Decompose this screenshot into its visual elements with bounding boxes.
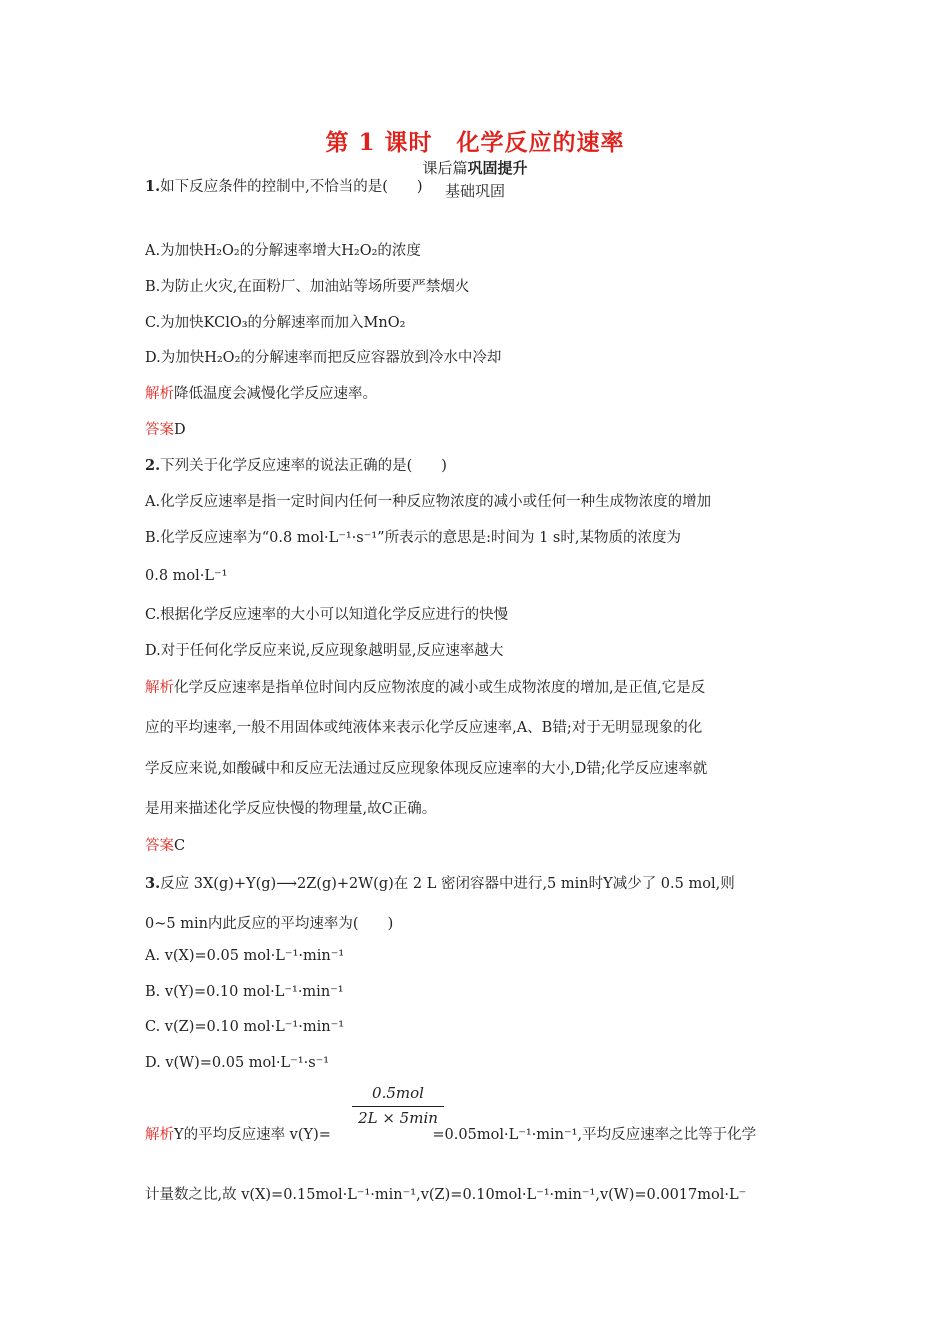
line-text: B.化学反应速率为“0.8 mol·L⁻¹·s⁻¹”所表示的意思是:时间为 1 s时,某物质的浓度为 <box>145 530 681 546</box>
text-line-q1 <box>145 175 810 196</box>
text-line-q3a <box>145 948 810 964</box>
line-text: 0~5 min内此反应的平均速率为( ) <box>145 916 394 932</box>
fraction-denominator: 2L × 5min <box>358 1109 438 1127</box>
text-line-q1jx <box>145 382 810 403</box>
text-line-q2jx3 <box>145 757 810 778</box>
text-line-q1a <box>145 239 810 260</box>
line-text: A. v(X)=0.05 mol·L⁻¹·min⁻¹ <box>145 948 345 964</box>
line-text: B. v(Y)=0.10 mol·L⁻¹·min⁻¹ <box>145 984 344 1000</box>
text-line-q3c <box>145 1019 810 1035</box>
line-text: D. v(W)=0.05 mol·L⁻¹·s⁻¹ <box>145 1055 330 1071</box>
question-number: 3. <box>145 875 161 892</box>
text-line-q3d <box>145 1055 810 1071</box>
line-text: 0.8 mol·L⁻¹ <box>145 568 228 584</box>
text-line-q2b2 <box>145 568 810 584</box>
subtitle-prefix: 课后篇 <box>422 159 468 177</box>
text-line-q1c <box>145 311 810 332</box>
text-line-q2jx2 <box>145 716 810 737</box>
line-text: C.为加快KClO₃的分解速率而加入MnO₂ <box>145 315 406 331</box>
line-text: 反应 3X(g)+Y(g)⟶2Z(g)+2W(g)在 2 L 密闭容器中进行,5 min时Y减少了 0.5 mol,则 <box>160 876 735 892</box>
line-text: 计量数之比,故 v(X)=0.15mol·L⁻¹·min⁻¹,v(Z)=0.10mol·L⁻¹·min⁻¹,v(W)=0.0017mol·L⁻ <box>145 1187 747 1203</box>
subtitle-bold: 巩固提升 <box>467 159 528 177</box>
line-text: 下列关于化学反应速率的说法正确的是( ) <box>160 458 447 474</box>
text-line-q3bb <box>145 984 810 1000</box>
text-line-q1b <box>145 275 810 296</box>
text-line-q2a <box>145 490 810 511</box>
fraction-formula <box>352 1084 444 1127</box>
line-text: B.为防止火灾,在面粉厂、加油站等场所要严禁烟火 <box>145 279 470 295</box>
answer-label: 解析 <box>145 680 174 696</box>
line-text: C.根据化学反应速率的大小可以知道化学反应进行的快慢 <box>145 607 509 623</box>
question-number: 2. <box>145 457 161 474</box>
text-line-q3jx1 <box>145 1123 810 1144</box>
text-line-q2 <box>145 454 810 475</box>
line-text: 学反应来说,如酸碱中和反应无法通过反应现象体现反应速率的大小,D错;化学反应速率就 <box>145 761 708 777</box>
text-line-q3 <box>145 872 810 893</box>
text-line-q1da <box>145 418 810 439</box>
text-line-q2c <box>145 603 810 624</box>
question-number: 1. <box>145 178 161 195</box>
section-heading: 基础巩固 <box>444 182 505 200</box>
line-text: D.对于任何化学反应来说,反应现象越明显,反应速率越大 <box>145 643 504 659</box>
line-text: 是用来描述化学反应快慢的物理量,故C正确。 <box>145 801 437 817</box>
line-text: D <box>174 422 186 438</box>
text-line-q2da <box>145 834 810 855</box>
answer-label: 解析 <box>145 1127 174 1143</box>
line-text: D.为加快H₂O₂的分解速率而把反应容器放到冷水中冷却 <box>145 350 502 366</box>
page-title: 第 1 课时 化学反应的速率 <box>325 129 625 156</box>
line-text: A.化学反应速率是指一定时间内任何一种反应物浓度的减小或任何一种生成物浓度的增加 <box>145 494 712 510</box>
text-line-q3jx2 <box>145 1183 810 1204</box>
line-text: C. v(Z)=0.10 mol·L⁻¹·min⁻¹ <box>145 1019 345 1035</box>
line-text: 如下反应条件的控制中,不恰当的是( ) <box>160 179 423 195</box>
line-text: C <box>174 838 186 854</box>
text-line-q2jx1 <box>145 676 810 697</box>
text-line-q3b <box>145 912 810 933</box>
line-text: Y的平均反应速率 v(Y)= =0.05mol·L⁻¹·min⁻¹,平均反应速率之比等于化学 <box>174 1127 757 1143</box>
text-line-q2jx4 <box>145 797 810 818</box>
fraction-numerator: 0.5mol <box>352 1084 444 1107</box>
text-line-q1d <box>145 346 810 367</box>
answer-label: 答案 <box>145 838 174 854</box>
line-text: 化学反应速率是指单位时间内反应物浓度的减小或生成物浓度的增加,是正值,它是反 <box>174 680 706 696</box>
answer-label: 答案 <box>145 422 174 438</box>
text-line-q2d <box>145 639 810 660</box>
text-line-q2b <box>145 526 810 547</box>
line-text: 应的平均速率,一般不用固体或纯液体来表示化学反应速率,A、B错;对于无明显现象的化 <box>145 720 703 736</box>
line-text: 降低温度会减慢化学反应速率。 <box>174 386 377 402</box>
answer-label: 解析 <box>145 386 174 402</box>
line-text: A.为加快H₂O₂的分解速率增大H₂O₂的浓度 <box>145 243 421 259</box>
